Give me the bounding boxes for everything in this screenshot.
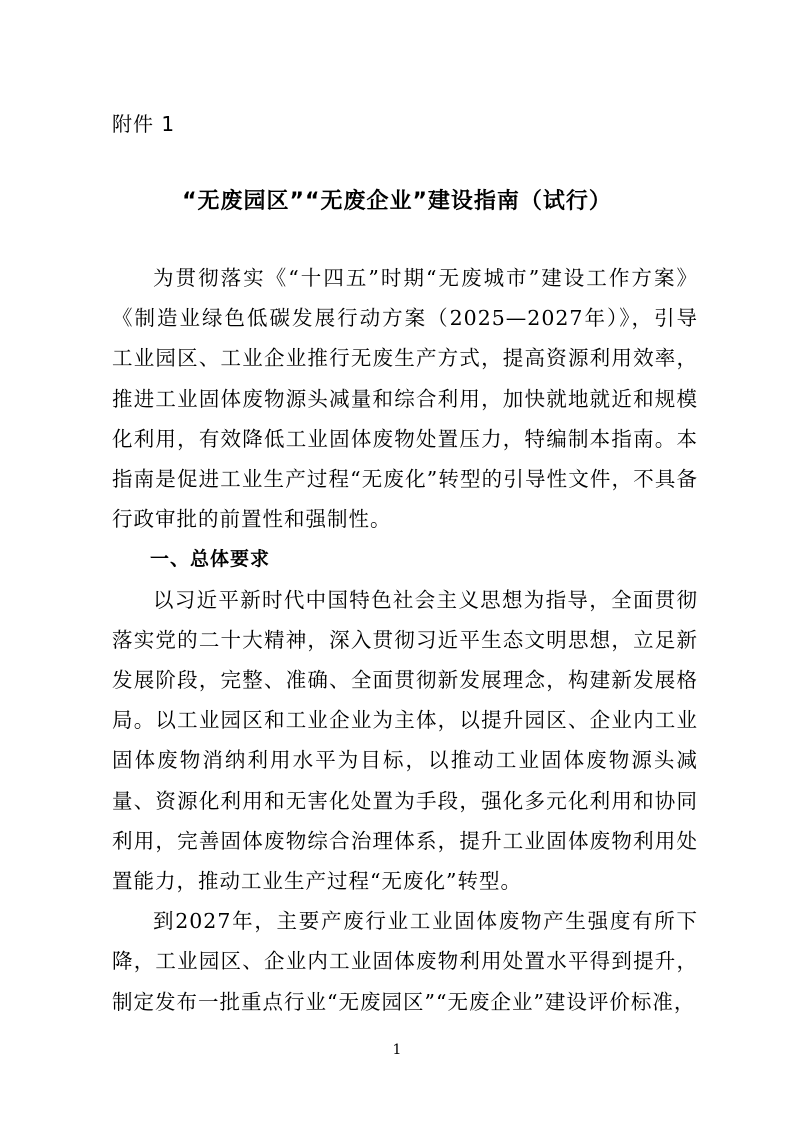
intro-paragraph: 为贯彻落实《“十四五”时期“无废城市”建设工作方案》《制造业绿色低碳发展行动方案（2025—2027年）》，引导工业园区、工业企业推行无废生产方式，提高资源利用效率，推进工业固体废物源头减量和综合利用，加快就地就近和规模化利用，有效降低工业固体废物处置压力，特编制本指南。本指南是促进工业生产过程“无废化”转型的引导性文件，不具备行政审批的前置性和强制性。 — [112, 266, 698, 532]
page-number: 1 — [392, 1042, 402, 1058]
section-heading-general-requirements: 一、总体要求 — [150, 548, 271, 571]
attachment-label: 附件 1 — [112, 112, 176, 136]
document-body — [112, 258, 698, 1022]
general-requirements-paragraph: 以习近平新时代中国特色社会主义思想为指导，全面贯彻落实党的二十大精神，深入贯彻习近平生态文明思想，立足新发展阶段，完整、准确、全面贯彻新发展理念，构建新发展格局。以工业园区和工业企业为主体，以提升园区、企业内工业固体废物消纳利用水平为目标，以推动工业固体废物源头减量、资源化利用和无害化处置为手段，强化多元化利用和协同利用，完善固体废物综合治理体系，提升工业固体废物利用处置能力，推动工业生产过程“无废化”转型。 — [112, 587, 698, 894]
document-title: “无废园区”“无废企业”建设指南（试行） — [182, 189, 612, 214]
target-2027-paragraph: 到2027年，主要产废行业工业固体废物产生强度有所下降，工业园区、企业内工业固体废物利用处置水平得到提升，制定发布一批重点行业“无废园区”“无废企业”建设评价标准， — [112, 909, 698, 1014]
